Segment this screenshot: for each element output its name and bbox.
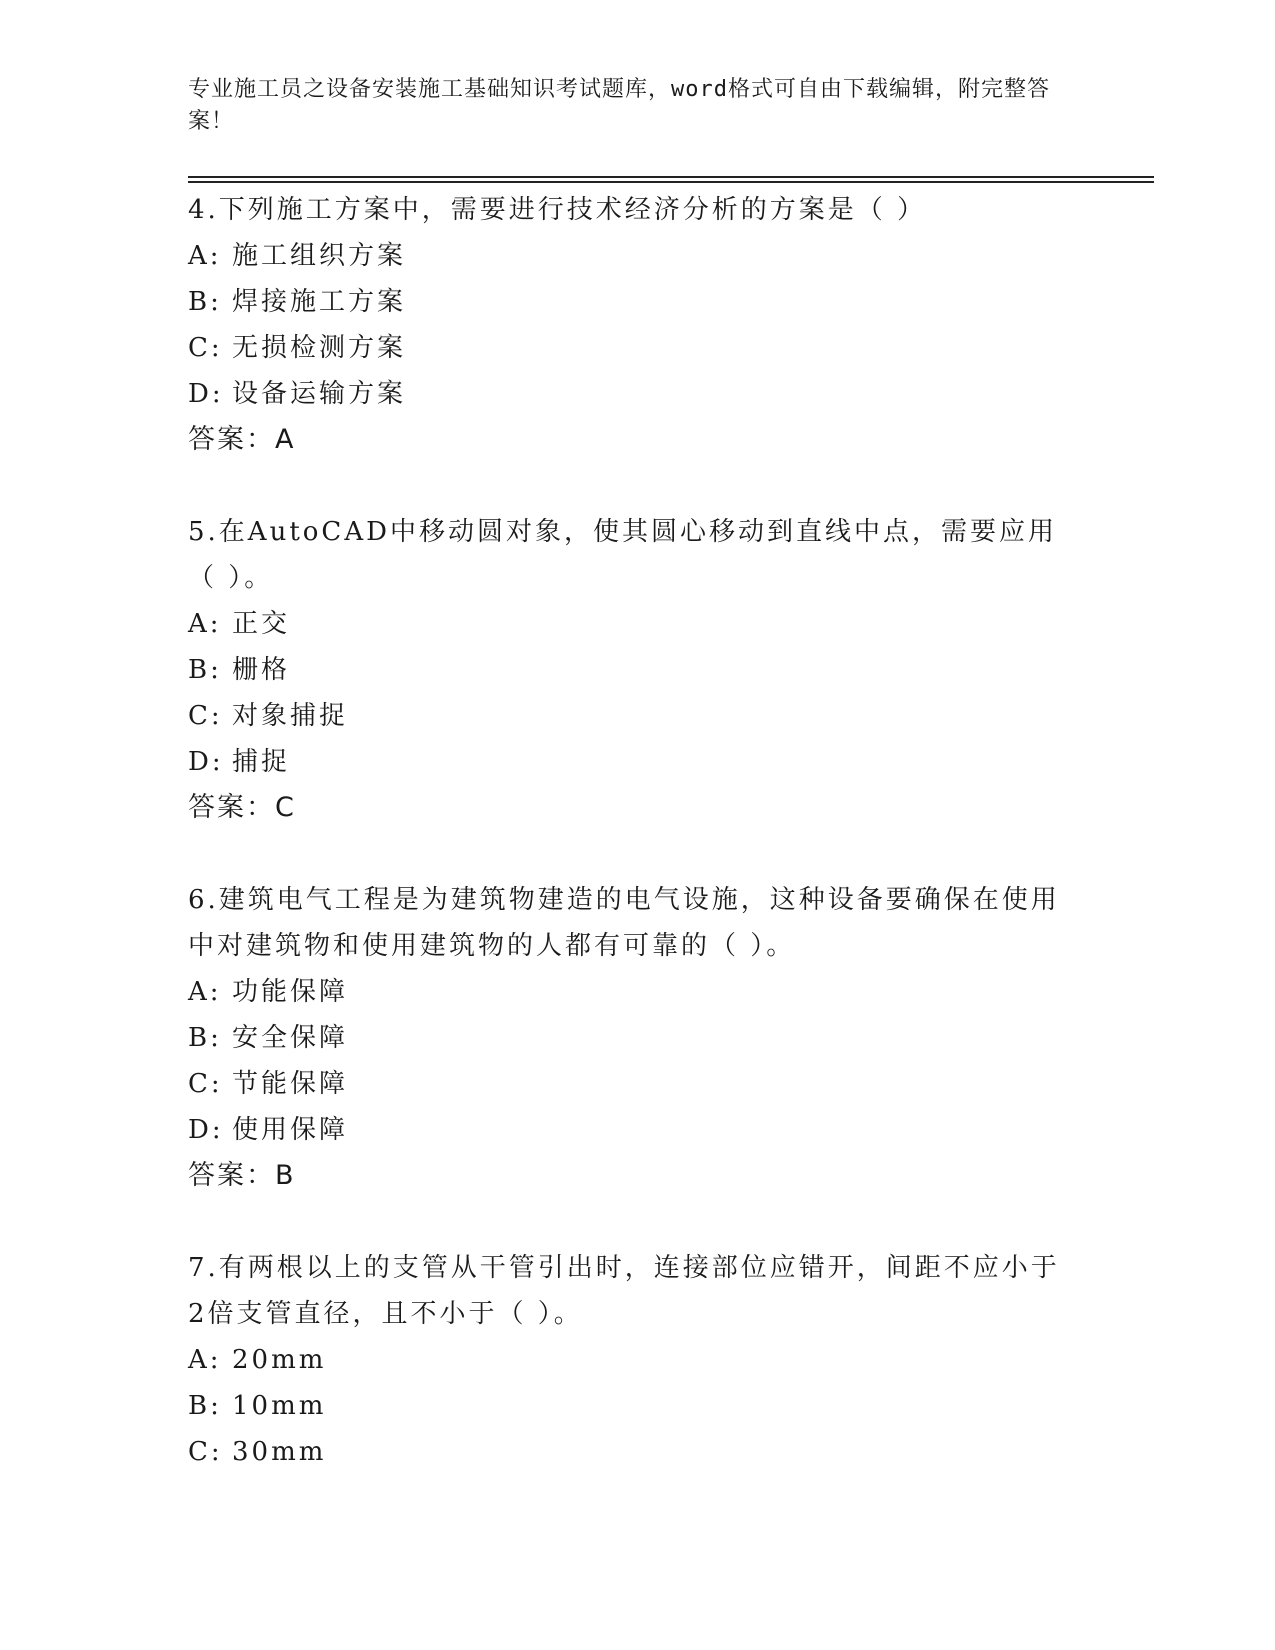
question-stem: 4.下列施工方案中，需要进行技术经济分析的方案是（ ） (188, 195, 927, 225)
header-divider-top (188, 176, 1154, 178)
option-a (188, 1337, 1068, 1383)
option-text: 设备运输方案 (232, 379, 407, 409)
answer-line: 答案：B (188, 1160, 296, 1191)
option-d (188, 739, 1068, 785)
option-text: 对象捕捉 (232, 701, 349, 731)
header-divider-bottom (188, 181, 1154, 183)
question-stem: 7.有两根以上的支管从干管引出时，连接部位应错开，间距不应小于2倍支管直径，且不小于（ ）。 (188, 1253, 1060, 1329)
option-letter: A: (188, 977, 222, 1007)
option-text: 功能保障 (232, 977, 349, 1007)
option-letter: B: (188, 655, 222, 685)
option-c (188, 693, 1068, 739)
option-text: 20mm (232, 1345, 327, 1375)
option-b (188, 647, 1068, 693)
question-stem: 5.在AutoCAD中移动圆对象，使其圆心移动到直线中点，需要应用（ ）。 (188, 517, 1057, 593)
option-b (188, 279, 1068, 325)
question-list (188, 187, 1068, 1521)
option-c (188, 325, 1068, 371)
option-b (188, 1015, 1068, 1061)
question-7 (188, 1245, 1068, 1475)
option-a (188, 601, 1068, 647)
option-text: 使用保障 (232, 1115, 349, 1145)
option-text: 施工组织方案 (232, 241, 407, 271)
option-text: 焊接施工方案 (232, 287, 407, 317)
option-letter: C: (188, 333, 223, 363)
option-letter: B: (188, 1023, 222, 1053)
option-text: 无损检测方案 (232, 333, 407, 363)
option-letter: C: (188, 1437, 223, 1467)
document-header: 专业施工员之设备安装施工基础知识考试题库，word格式可自由下载编辑，附完整答案！ (188, 77, 1050, 134)
answer-line: 答案：A (188, 424, 296, 455)
option-letter: A: (188, 1345, 222, 1375)
question-stem: 6.建筑电气工程是为建筑物建造的电气设施，这种设备要确保在使用中对建筑物和使用建筑物的人都有可靠的（ ）。 (188, 885, 1060, 961)
option-text: 安全保障 (232, 1023, 349, 1053)
option-letter: D: (188, 747, 224, 777)
option-d (188, 371, 1068, 417)
option-letter: B: (188, 287, 222, 317)
answer-line: 答案：C (188, 792, 296, 823)
option-a (188, 969, 1068, 1015)
option-text: 栅格 (232, 655, 291, 685)
option-letter: A: (188, 241, 222, 271)
option-letter: B: (188, 1391, 222, 1421)
option-text: 30mm (232, 1437, 327, 1467)
option-text: 10mm (232, 1391, 327, 1421)
question-4 (188, 187, 1068, 463)
option-text: 节能保障 (232, 1069, 349, 1099)
option-c (188, 1061, 1068, 1107)
option-text: 正交 (232, 609, 291, 639)
option-letter: C: (188, 1069, 223, 1099)
option-b (188, 1383, 1068, 1429)
option-letter: C: (188, 701, 223, 731)
option-letter: A: (188, 609, 222, 639)
option-text: 捕捉 (232, 747, 291, 777)
option-c (188, 1429, 1068, 1475)
option-a (188, 233, 1068, 279)
option-letter: D: (188, 1115, 224, 1145)
question-6 (188, 877, 1068, 1199)
question-5 (188, 509, 1068, 831)
option-d (188, 1107, 1068, 1153)
option-letter: D: (188, 379, 224, 409)
